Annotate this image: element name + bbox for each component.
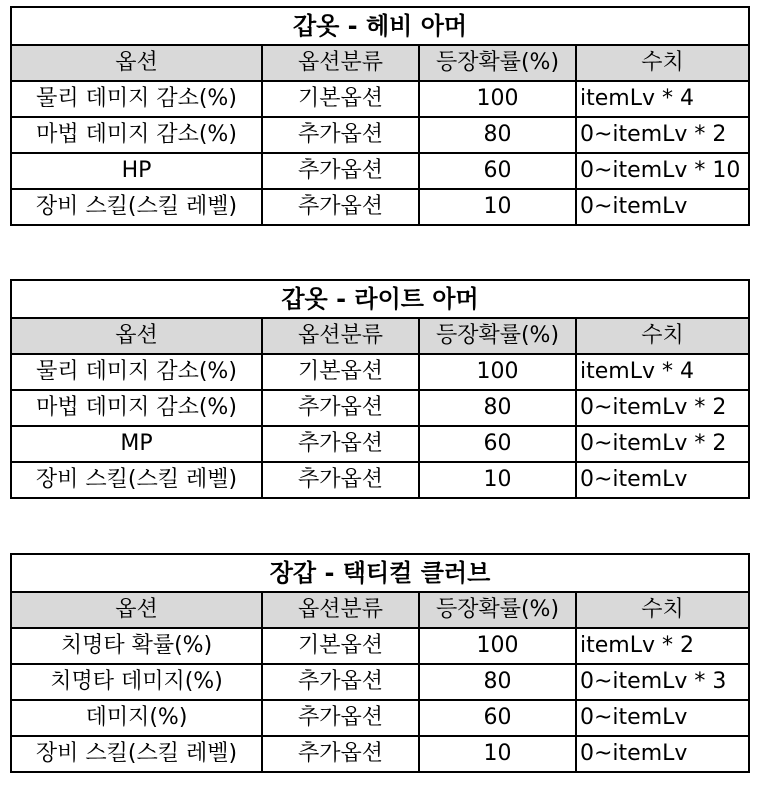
header-row (11, 318, 749, 354)
header-row (11, 592, 749, 628)
table-row (11, 153, 749, 189)
header-category: 옵션분류 (262, 45, 419, 81)
value-cell: 0~itemLv * 3 (576, 664, 749, 700)
value-cell: itemLv * 4 (576, 354, 749, 390)
option-cell: 장비 스킬(스킬 레벨) (11, 736, 262, 772)
category-cell: 추가옵션 (262, 700, 419, 736)
option-table-heavy-armor (10, 6, 750, 226)
header-probability: 등장확률(%) (419, 318, 576, 354)
probability-cell: 10 (419, 462, 576, 498)
value-cell: itemLv * 2 (576, 628, 749, 664)
probability-cell: 80 (419, 117, 576, 153)
header-row (11, 45, 749, 81)
probability-cell: 60 (419, 426, 576, 462)
category-cell: 추가옵션 (262, 390, 419, 426)
option-cell: 치명타 데미지(%) (11, 664, 262, 700)
value-cell: 0~itemLv (576, 462, 749, 498)
option-table-tactical-glove (10, 553, 750, 773)
category-cell: 추가옵션 (262, 736, 419, 772)
category-cell: 기본옵션 (262, 81, 419, 117)
table-row (11, 390, 749, 426)
probability-cell: 100 (419, 81, 576, 117)
option-cell: 물리 데미지 감소(%) (11, 354, 262, 390)
header-category: 옵션분류 (262, 592, 419, 628)
header-value: 수치 (576, 318, 749, 354)
option-cell: 장비 스킬(스킬 레벨) (11, 189, 262, 225)
option-cell: 마법 데미지 감소(%) (11, 390, 262, 426)
value-cell: itemLv * 4 (576, 81, 749, 117)
probability-cell: 60 (419, 700, 576, 736)
table-title: 갑옷 - 라이트 아머 (11, 280, 749, 318)
option-cell: MP (11, 426, 262, 462)
header-value: 수치 (576, 592, 749, 628)
value-cell: 0~itemLv * 2 (576, 426, 749, 462)
option-cell: 마법 데미지 감소(%) (11, 117, 262, 153)
option-cell: 치명타 확률(%) (11, 628, 262, 664)
header-probability: 등장확률(%) (419, 45, 576, 81)
category-cell: 추가옵션 (262, 117, 419, 153)
value-cell: 0~itemLv * 2 (576, 390, 749, 426)
probability-cell: 100 (419, 628, 576, 664)
probability-cell: 80 (419, 664, 576, 700)
category-cell: 추가옵션 (262, 664, 419, 700)
table-row (11, 462, 749, 498)
probability-cell: 60 (419, 153, 576, 189)
table-row (11, 117, 749, 153)
value-cell: 0~itemLv (576, 736, 749, 772)
header-category: 옵션분류 (262, 318, 419, 354)
header-option: 옵션 (11, 592, 262, 628)
header-option: 옵션 (11, 45, 262, 81)
category-cell: 추가옵션 (262, 462, 419, 498)
table-row (11, 628, 749, 664)
category-cell: 추가옵션 (262, 426, 419, 462)
table-row (11, 426, 749, 462)
value-cell: 0~itemLv (576, 189, 749, 225)
table-row (11, 736, 749, 772)
table-row (11, 664, 749, 700)
value-cell: 0~itemLv * 10 (576, 153, 749, 189)
category-cell: 추가옵션 (262, 189, 419, 225)
value-cell: 0~itemLv (576, 700, 749, 736)
probability-cell: 80 (419, 390, 576, 426)
header-value: 수치 (576, 45, 749, 81)
probability-cell: 100 (419, 354, 576, 390)
category-cell: 추가옵션 (262, 153, 419, 189)
value-cell: 0~itemLv * 2 (576, 117, 749, 153)
table-row (11, 81, 749, 117)
option-table-light-armor (10, 279, 750, 499)
probability-cell: 10 (419, 736, 576, 772)
category-cell: 기본옵션 (262, 354, 419, 390)
table-row (11, 189, 749, 225)
option-cell: 물리 데미지 감소(%) (11, 81, 262, 117)
table-row (11, 700, 749, 736)
header-option: 옵션 (11, 318, 262, 354)
table-title: 갑옷 - 헤비 아머 (11, 7, 749, 45)
option-cell: 장비 스킬(스킬 레벨) (11, 462, 262, 498)
category-cell: 기본옵션 (262, 628, 419, 664)
probability-cell: 10 (419, 189, 576, 225)
header-probability: 등장확률(%) (419, 592, 576, 628)
option-cell: HP (11, 153, 262, 189)
option-cell: 데미지(%) (11, 700, 262, 736)
table-title: 장갑 - 택티컬 클러브 (11, 554, 749, 592)
table-row (11, 354, 749, 390)
